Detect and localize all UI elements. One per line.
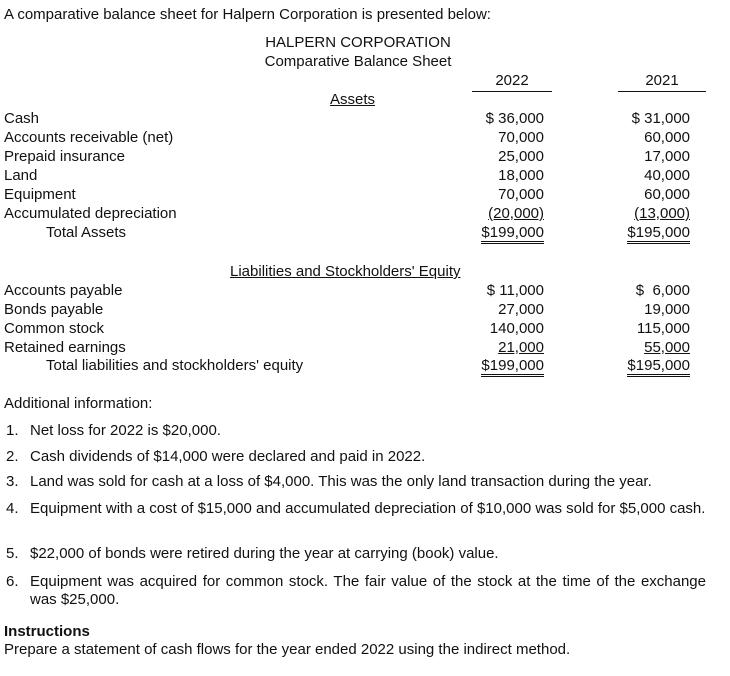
intro-text: A comparative balance sheet for Halpern Corporation is presented below:	[4, 6, 491, 23]
asset-label-land: Land	[4, 167, 38, 184]
list-item	[6, 545, 706, 563]
liabilities-heading: Liabilities and Stockholders' Equity	[230, 263, 461, 280]
asset-2022-equipment: 70,000	[498, 186, 544, 203]
liab-2022-retained: 21,000	[498, 339, 544, 356]
list-item-number: 1.	[6, 422, 19, 439]
liab-2021-ap: $ 6,000	[635, 282, 690, 299]
list-item-number: 5.	[6, 545, 19, 562]
list-item-number: 2.	[6, 448, 19, 465]
list-item	[6, 448, 706, 466]
list-item-text: Equipment with a cost of $15,000 and accumulated depreciation of $10,000 was sold for $5,000 cash.	[30, 500, 706, 517]
list-item	[6, 573, 706, 609]
company-name: HALPERN CORPORATION	[265, 34, 451, 51]
asset-2022-land: 18,000	[498, 167, 544, 184]
total-liabilities-2022: $199,000	[481, 357, 544, 377]
asset-2021-prepaid: 17,000	[644, 148, 690, 165]
list-item-text: Equipment was acquired for common stock. The fair value of the stock at the time of the exchange was $25,000.	[30, 573, 706, 608]
liab-2022-ap: $ 11,000	[486, 282, 544, 299]
asset-2021-cash: $ 31,000	[631, 110, 690, 127]
list-item-number: 6.	[6, 573, 19, 590]
list-item-text: $22,000 of bonds were retired during the year at carrying (book) value.	[30, 545, 499, 562]
asset-label-accum-dep: Accumulated depreciation	[4, 205, 177, 222]
asset-2022-prepaid: 25,000	[498, 148, 544, 165]
asset-label-prepaid: Prepaid insurance	[4, 148, 125, 165]
liab-2021-common: 115,000	[636, 320, 690, 337]
asset-2021-accum-dep: (13,000)	[634, 205, 690, 222]
asset-2022-cash: $ 36,000	[485, 110, 544, 127]
year-2021-header: 2021	[618, 72, 706, 92]
additional-heading: Additional information:	[4, 395, 153, 412]
asset-2021-receivable: 60,000	[644, 129, 690, 146]
asset-2021-land: 40,000	[644, 167, 690, 184]
assets-heading: Assets	[330, 91, 376, 108]
asset-2022-accum-dep: (20,000)	[488, 205, 544, 222]
list-item-text: Cash dividends of $14,000 were declared and paid in 2022.	[30, 448, 426, 465]
liab-label-bonds: Bonds payable	[4, 301, 104, 318]
list-item	[6, 422, 706, 440]
asset-2022-receivable: 70,000	[498, 129, 544, 146]
list-item-number: 3.	[6, 473, 19, 490]
asset-label-cash: Cash	[4, 110, 40, 127]
liab-label-retained: Retained earnings	[4, 339, 126, 356]
year-2022-header: 2022	[472, 72, 552, 92]
liab-2022-common: 140,000	[489, 320, 544, 337]
total-assets-2022: $199,000	[481, 224, 544, 244]
instructions-text: Prepare a statement of cash flows for the year ended 2022 using the indirect method.	[4, 641, 571, 658]
liab-2022-bonds: 27,000	[498, 301, 544, 318]
asset-label-receivable: Accounts receivable (net)	[4, 129, 174, 146]
instructions-heading: Instructions	[4, 623, 90, 640]
liab-2021-bonds: 19,000	[644, 301, 690, 318]
asset-label-equipment: Equipment	[4, 186, 76, 203]
total-assets-2021: $195,000	[627, 224, 690, 244]
liab-2021-retained: 55,000	[644, 339, 690, 356]
asset-2021-equipment: 60,000	[644, 186, 690, 203]
liab-label-ap: Accounts payable	[4, 282, 123, 299]
list-item-text: Land was sold for cash at a loss of $4,000. This was the only land transaction during the year.	[30, 473, 652, 490]
total-assets-label: Total Assets	[46, 224, 127, 241]
liab-label-common: Common stock	[4, 320, 105, 337]
list-item	[6, 500, 706, 518]
list-item-number: 4.	[6, 500, 19, 517]
total-liabilities-2021: $195,000	[627, 357, 690, 377]
total-liabilities-label: Total liabilities and stockholders' equity	[46, 357, 304, 374]
list-item	[6, 473, 706, 491]
list-item-text: Net loss for 2022 is $20,000.	[30, 422, 221, 439]
statement-title: Comparative Balance Sheet	[264, 53, 452, 70]
